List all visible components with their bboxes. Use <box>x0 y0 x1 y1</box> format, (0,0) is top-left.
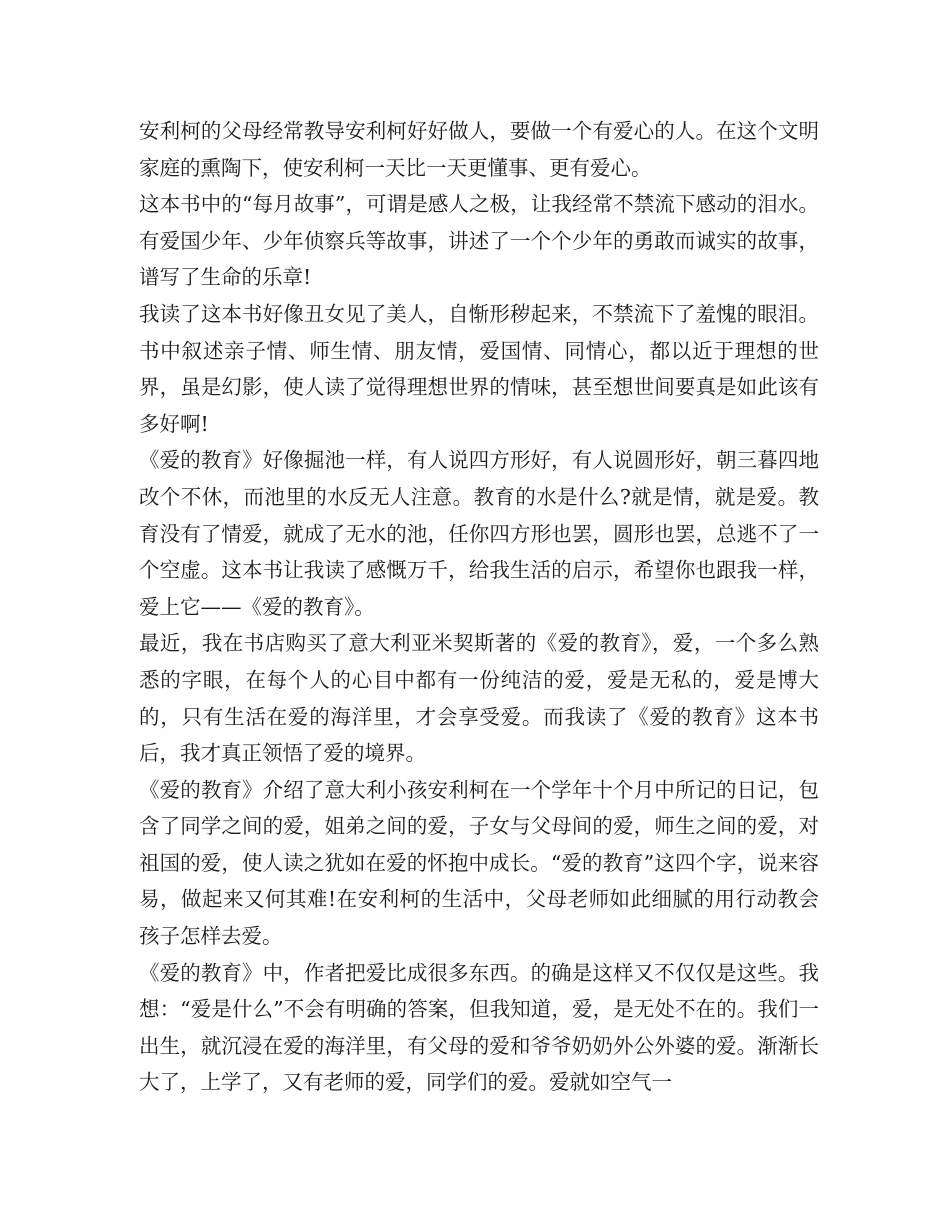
paragraph-5: 最近，我在书店购买了意大利亚米契斯著的《爱的教育》，爱，一个多么熟悉的字眼，在每个人的心目中都有一份纯洁的爱，爱是无私的，爱是博大的，只有生活在爱的海洋里，才会享受爱。而我读了《爱的教育》这本书后，我才真正领悟了爱的境界。 <box>139 631 819 766</box>
document-body <box>139 113 819 1101</box>
paragraph-4: 《爱的教育》好像掘池一样，有人说四方形好，有人说圆形好，朝三暮四地改个不休，而池里的水反无人注意。教育的水是什么?就是情，就是爱。教育没有了情爱，就成了无水的池，任你四方形也罢，圆形也罢，总逃不了一个空虚。这本书让我读了感慨万千，给我生活的启示，希望你也跟我一样，爱上它——《爱的教育》。 <box>139 448 819 619</box>
paragraph-6: 《爱的教育》介绍了意大利小孩安利柯在一个学年十个月中所记的日记，包含了同学之间的爱，姐弟之间的爱，子女与父母间的爱，师生之间的爱，对祖国的爱，使人读之犹如在爱的怀抱中成长。“爱的教育”这四个字，说来容易，做起来又何其难!在安利柯的生活中，父母老师如此细腻的用行动教会孩子怎样去爱。 <box>139 777 819 949</box>
paragraph-7: 《爱的教育》中，作者把爱比成很多东西。的确是这样又不仅仅是这些。我想：“爱是什么”不会有明确的答案，但我知道，爱，是无处不在的。我们一出生，就沉浸在爱的海洋里，有父母的爱和爷爷奶奶外公外婆的爱。渐渐长大了，上学了，又有老师的爱，同学们的爱。爱就如空气一 <box>139 960 819 1095</box>
paragraph-1: 安利柯的父母经常教导安利柯好好做人，要做一个有爱心的人。在这个文明家庭的熏陶下，使安利柯一天比一天更懂事、更有爱心。 <box>139 119 819 180</box>
paragraph-3: 我读了这本书好像丑女见了美人，自惭形秽起来，不禁流下了羞愧的眼泪。书中叙述亲子情、师生情、朋友情，爱国情、同情心，都以近于理想的世界，虽是幻影，使人读了觉得理想世界的情味，甚至想世间要真是如此该有多好啊! <box>139 301 819 436</box>
paragraph-2: 这本书中的“每月故事”，可谓是感人之极，让我经常不禁流下感动的泪水。有爱国少年、少年侦察兵等故事，讲述了一个个少年的勇敢而诚实的故事，谱写了生命的乐章! <box>139 192 819 290</box>
